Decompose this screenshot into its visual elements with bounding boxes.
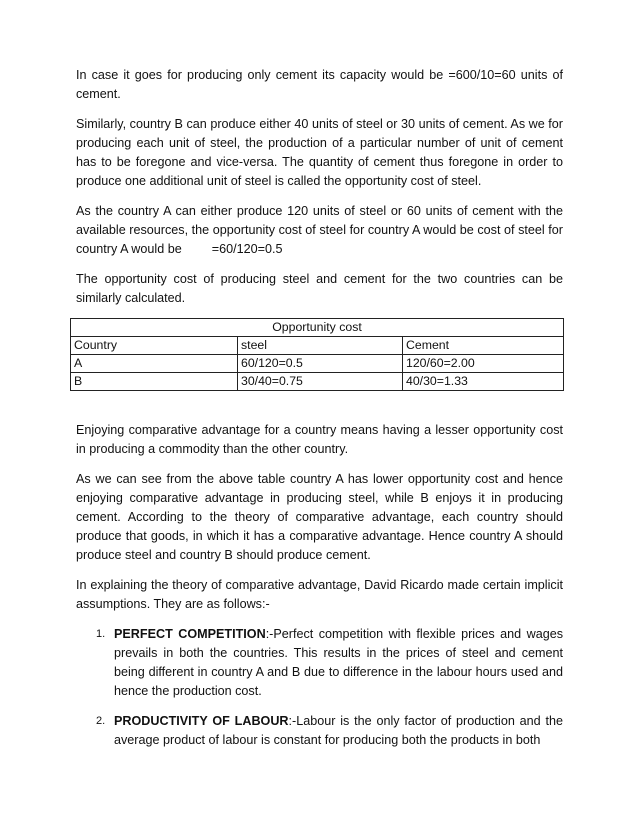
paragraph-country-a-text: As the country A can either produce 120 units of steel or 60 units of cement with the available resources, the opportunity cost of steel for country A would be cost of steel for country A would be [76,204,563,256]
paragraph-cement-capacity: In case it goes for producing only cement its capacity would be =600/10=60 units of cement. [76,68,563,101]
paragraph-country-b-production: Similarly, country B can produce either 40 units of steel or 30 units of cement. As we for producing each unit of steel, the production of a particular number of unit of cement has to be foregone and vice-versa. The quantity of cement thus foregone in order to produce one additional unit of steel is called the opportunity cost of steel. [76,117,563,188]
table-cell-country: A [71,355,238,373]
paragraph-similar-calculation: The opportunity cost of producing steel and cement for the two countries can be similarly calculated. [76,272,563,305]
list-item-number: 2. [96,715,106,727]
list-item [76,712,563,750]
list-item-text: :-Labour is the only factor of production and the average product of labour is constant for producing both the products in both [114,714,564,747]
document-page [76,66,563,761]
opportunity-cost-table [70,318,564,391]
paragraph-country-a-opportunity-cost [76,202,563,259]
list-item-term: PRODUCTIVITY OF LABOUR [114,714,289,728]
table-row [71,355,564,373]
list-item [76,625,563,701]
opportunity-cost-formula: =60/120=0.5 [211,242,283,256]
list-item-text: :-Perfect competition with flexible prices and wages prevails in both the countries. This results in the prices of steel and cement being different in country A and B due to difference in the labour hours used and hence the production cost. [114,627,563,698]
list-item-term: PERFECT COMPETITION [114,627,266,641]
table-cell-steel: 60/120=0.5 [238,355,403,373]
header-country: Country [71,337,238,355]
table-header-row [71,337,564,355]
table-cell-country: B [71,373,238,391]
table-cell-cement: 120/60=2.00 [403,355,564,373]
assumptions-list [76,625,563,750]
table-cell-cement: 40/30=1.33 [403,373,564,391]
list-item-number: 1. [96,628,106,640]
header-steel: steel [238,337,403,355]
table-caption-row [71,319,564,337]
table-cell-steel: 30/40=0.75 [238,373,403,391]
paragraph-comparative-advantage-definition: Enjoying comparative advantage for a country means having a lesser opportunity cost in producing a commodity than the other country. [76,423,563,456]
table-row [71,373,564,391]
paragraph-table-interpretation: As we can see from the above table country A has lower opportunity cost and hence enjoying comparative advantage in producing steel, while B enjoys it in producing cement. According to the theory of comparative advantage, each country should produce that goods, in which it has a comparative advantage. Hence country A should produce steel and country B should produce cement. [76,472,563,562]
table-caption: Opportunity cost [71,319,564,337]
header-cement: Cement [403,337,564,355]
paragraph-ricardo-assumptions: In explaining the theory of comparative advantage, David Ricardo made certain implicit assumptions. They are as follows:- [76,578,563,611]
